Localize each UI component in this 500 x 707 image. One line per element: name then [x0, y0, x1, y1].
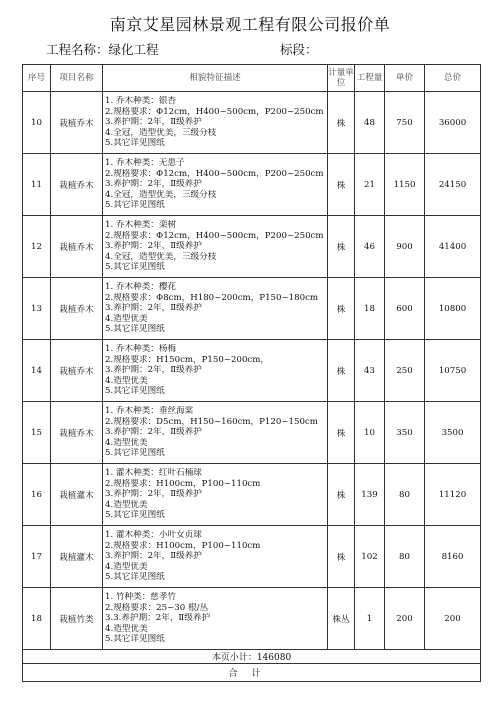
row-unit-cell: 株	[328, 340, 355, 402]
desc-line: 1. 乔木种类：垂丝海棠	[105, 406, 194, 417]
row-unit-cell: 株	[328, 526, 355, 588]
row-desc-cell	[103, 154, 328, 216]
header-row	[23, 65, 481, 92]
row-total-cell: 10800	[425, 278, 481, 340]
desc-line: 2.规格要求：Φ8cm，H180~200cm，P150~180cm	[105, 292, 319, 303]
row-price-cell: 250	[385, 340, 425, 402]
desc-line: 3.养护期：2年，Ⅱ级养护	[105, 303, 202, 314]
row-no-cell: 10	[23, 92, 51, 154]
row-name-cell: 栽植灌木	[51, 526, 103, 588]
row-no-cell: 18	[23, 588, 51, 650]
desc-line: 5.其它详见图纸	[105, 634, 165, 645]
desc-line: 2.规格要求：H100cm，P100~110cm	[105, 540, 261, 551]
table-row	[23, 588, 481, 650]
row-unit-cell: 株	[328, 464, 355, 526]
desc-line: 2.规格要求：H150cm，P150~200cm，	[105, 354, 269, 365]
desc-line: 4.造型优美	[105, 561, 148, 572]
desc-line: 4.造型优美	[105, 499, 148, 510]
row-name-cell: 栽植竹类	[51, 588, 103, 650]
row-unit-cell: 株	[328, 278, 355, 340]
row-name-cell: 栽植乔木	[51, 92, 103, 154]
desc-line: 1. 乔木种类：樱花	[105, 282, 177, 293]
quote-table	[22, 64, 481, 682]
desc-line: 3.养护期：2年，Ⅱ级养护	[105, 179, 202, 190]
row-price-cell: 80	[385, 464, 425, 526]
row-qty-cell: 46	[355, 216, 385, 278]
desc-line: 1. 乔木种类：银杏	[105, 96, 177, 107]
desc-line: 4.造型优美	[105, 375, 148, 386]
doc-title: 南京艾星园林景观工程有限公司报价单	[109, 15, 391, 34]
subtotal-cell: 本页小计：146080	[23, 650, 481, 664]
header-price: 单价	[385, 65, 425, 92]
row-qty-cell: 102	[355, 526, 385, 588]
row-total-cell: 200	[425, 588, 481, 650]
row-qty-cell: 18	[355, 278, 385, 340]
row-no-cell: 12	[23, 216, 51, 278]
total-row	[23, 664, 481, 682]
desc-line: 1. 竹种类：慈孝竹	[105, 592, 177, 603]
desc-line: 1. 灌木种类：红叶石楠球	[105, 468, 202, 479]
total-cell: 合计	[23, 664, 481, 682]
desc-line: 5.其它详见图纸	[105, 572, 165, 583]
desc-line: 5.其它详见图纸	[105, 262, 165, 273]
row-no-cell: 14	[23, 340, 51, 402]
project-value: 绿化工程	[108, 42, 159, 57]
table-row	[23, 278, 481, 340]
header-name: 项目名称	[51, 65, 103, 92]
project-name	[46, 40, 159, 58]
row-price-cell: 750	[385, 92, 425, 154]
row-name-cell: 栽植乔木	[51, 278, 103, 340]
row-desc-cell	[103, 278, 328, 340]
desc-line: 5.其它详见图纸	[105, 200, 165, 211]
desc-line: 2.规格要求：D5cm，H150~160cm，P120~150cm	[105, 416, 318, 427]
header-total: 总价	[425, 65, 481, 92]
table-row	[23, 526, 481, 588]
row-unit-cell: 株	[328, 402, 355, 464]
desc-line: 1. 乔木种类：无患子	[105, 158, 185, 169]
row-name-cell: 栽植乔木	[51, 340, 103, 402]
desc-line: 4.造型优美	[105, 313, 148, 324]
row-total-cell: 11120	[425, 464, 481, 526]
row-no-cell: 13	[23, 278, 51, 340]
table-row	[23, 402, 481, 464]
row-price-cell: 350	[385, 402, 425, 464]
row-qty-cell: 48	[355, 92, 385, 154]
row-desc-cell	[103, 464, 328, 526]
desc-line: 3.3.养护期：2年，Ⅱ级养护	[105, 613, 211, 624]
row-price-cell: 80	[385, 526, 425, 588]
row-qty-cell: 139	[355, 464, 385, 526]
desc-line: 2.规格要求：H100cm，P100~110cm	[105, 478, 261, 489]
row-desc-cell	[103, 340, 328, 402]
row-desc-cell	[103, 402, 328, 464]
row-unit-cell: 株	[328, 216, 355, 278]
subtotal-row	[23, 650, 481, 664]
row-total-cell: 10750	[425, 340, 481, 402]
row-desc-cell	[103, 526, 328, 588]
row-price-cell: 200	[385, 588, 425, 650]
desc-line: 3.养护期：2年，Ⅱ级养护	[105, 489, 202, 500]
section-field	[280, 40, 318, 58]
row-total-cell: 41400	[425, 216, 481, 278]
desc-line: 4.造型优美	[105, 437, 148, 448]
row-unit-cell: 株	[328, 154, 355, 216]
row-price-cell: 900	[385, 216, 425, 278]
desc-line: 4.造型优美	[105, 623, 148, 634]
row-name-cell: 栽植乔木	[51, 216, 103, 278]
row-no-cell: 16	[23, 464, 51, 526]
table-row	[23, 216, 481, 278]
row-total-cell: 24150	[425, 154, 481, 216]
header-desc: 相貌特征描述	[103, 65, 328, 92]
table-row	[23, 464, 481, 526]
desc-line: 5.其它详见图纸	[105, 138, 165, 149]
row-no-cell: 11	[23, 154, 51, 216]
desc-line: 3.养护期：2年，Ⅱ级养护	[105, 117, 202, 128]
row-no-cell: 15	[23, 402, 51, 464]
row-name-cell: 栽植灌木	[51, 464, 103, 526]
row-no-cell: 17	[23, 526, 51, 588]
desc-line: 5.其它详见图纸	[105, 386, 165, 397]
project-label: 工程名称：	[46, 42, 109, 57]
row-price-cell: 600	[385, 278, 425, 340]
desc-line: 1. 乔木种类：杨梅	[105, 344, 177, 355]
desc-line: 2.规格要求：Φ12cm，H400~500cm，P200~250cm	[105, 106, 324, 117]
row-desc-cell	[103, 588, 328, 650]
row-qty-cell: 21	[355, 154, 385, 216]
table-row	[23, 340, 481, 402]
desc-line: 1. 灌木种类：小叶女贞球	[105, 530, 202, 541]
header-no: 序号	[23, 65, 51, 92]
desc-line: 1. 乔木种类：栾树	[105, 220, 177, 231]
desc-line: 2.规格要求：Φ12cm，H400~500cm，P200~250cm	[105, 168, 324, 179]
section-label: 标段：	[280, 42, 318, 57]
desc-line: 3.养护期：2年，Ⅱ级养护	[105, 551, 202, 562]
row-total-cell: 36000	[425, 92, 481, 154]
desc-line: 5.其它详见图纸	[105, 448, 165, 459]
row-desc-cell	[103, 92, 328, 154]
row-total-cell: 3500	[425, 402, 481, 464]
desc-line: 2.规格要求：Φ12cm，H400~500cm，P200~250cm	[105, 230, 324, 241]
row-price-cell: 1150	[385, 154, 425, 216]
row-qty-cell: 1	[355, 588, 385, 650]
table-row	[23, 92, 481, 154]
header-qty: 工程量	[355, 65, 385, 92]
desc-line: 3.养护期：2年，Ⅱ级养护	[105, 427, 202, 438]
header-unit: 计量单位	[328, 65, 355, 92]
row-unit-cell: 株	[328, 92, 355, 154]
desc-line: 4.全冠，造型优美，三级分枝	[105, 251, 217, 262]
row-name-cell: 栽植乔木	[51, 402, 103, 464]
table-row	[23, 154, 481, 216]
desc-line: 5.其它详见图纸	[105, 324, 165, 335]
desc-line: 2.规格要求：25~30 根/丛	[105, 602, 209, 613]
row-total-cell: 8160	[425, 526, 481, 588]
row-unit-cell: 株丛	[328, 588, 355, 650]
row-name-cell: 栽植乔木	[51, 154, 103, 216]
desc-line: 4.全冠，造型优美，三级分枝	[105, 127, 217, 138]
desc-line: 3.养护期：2年，Ⅱ级养护	[105, 365, 202, 376]
desc-line: 4.全冠，造型优美，三级分枝	[105, 189, 217, 200]
row-desc-cell	[103, 216, 328, 278]
row-qty-cell: 10	[355, 402, 385, 464]
desc-line: 3.养护期：2年，Ⅱ级养护	[105, 241, 202, 252]
desc-line: 5.其它详见图纸	[105, 510, 165, 521]
row-qty-cell: 43	[355, 340, 385, 402]
